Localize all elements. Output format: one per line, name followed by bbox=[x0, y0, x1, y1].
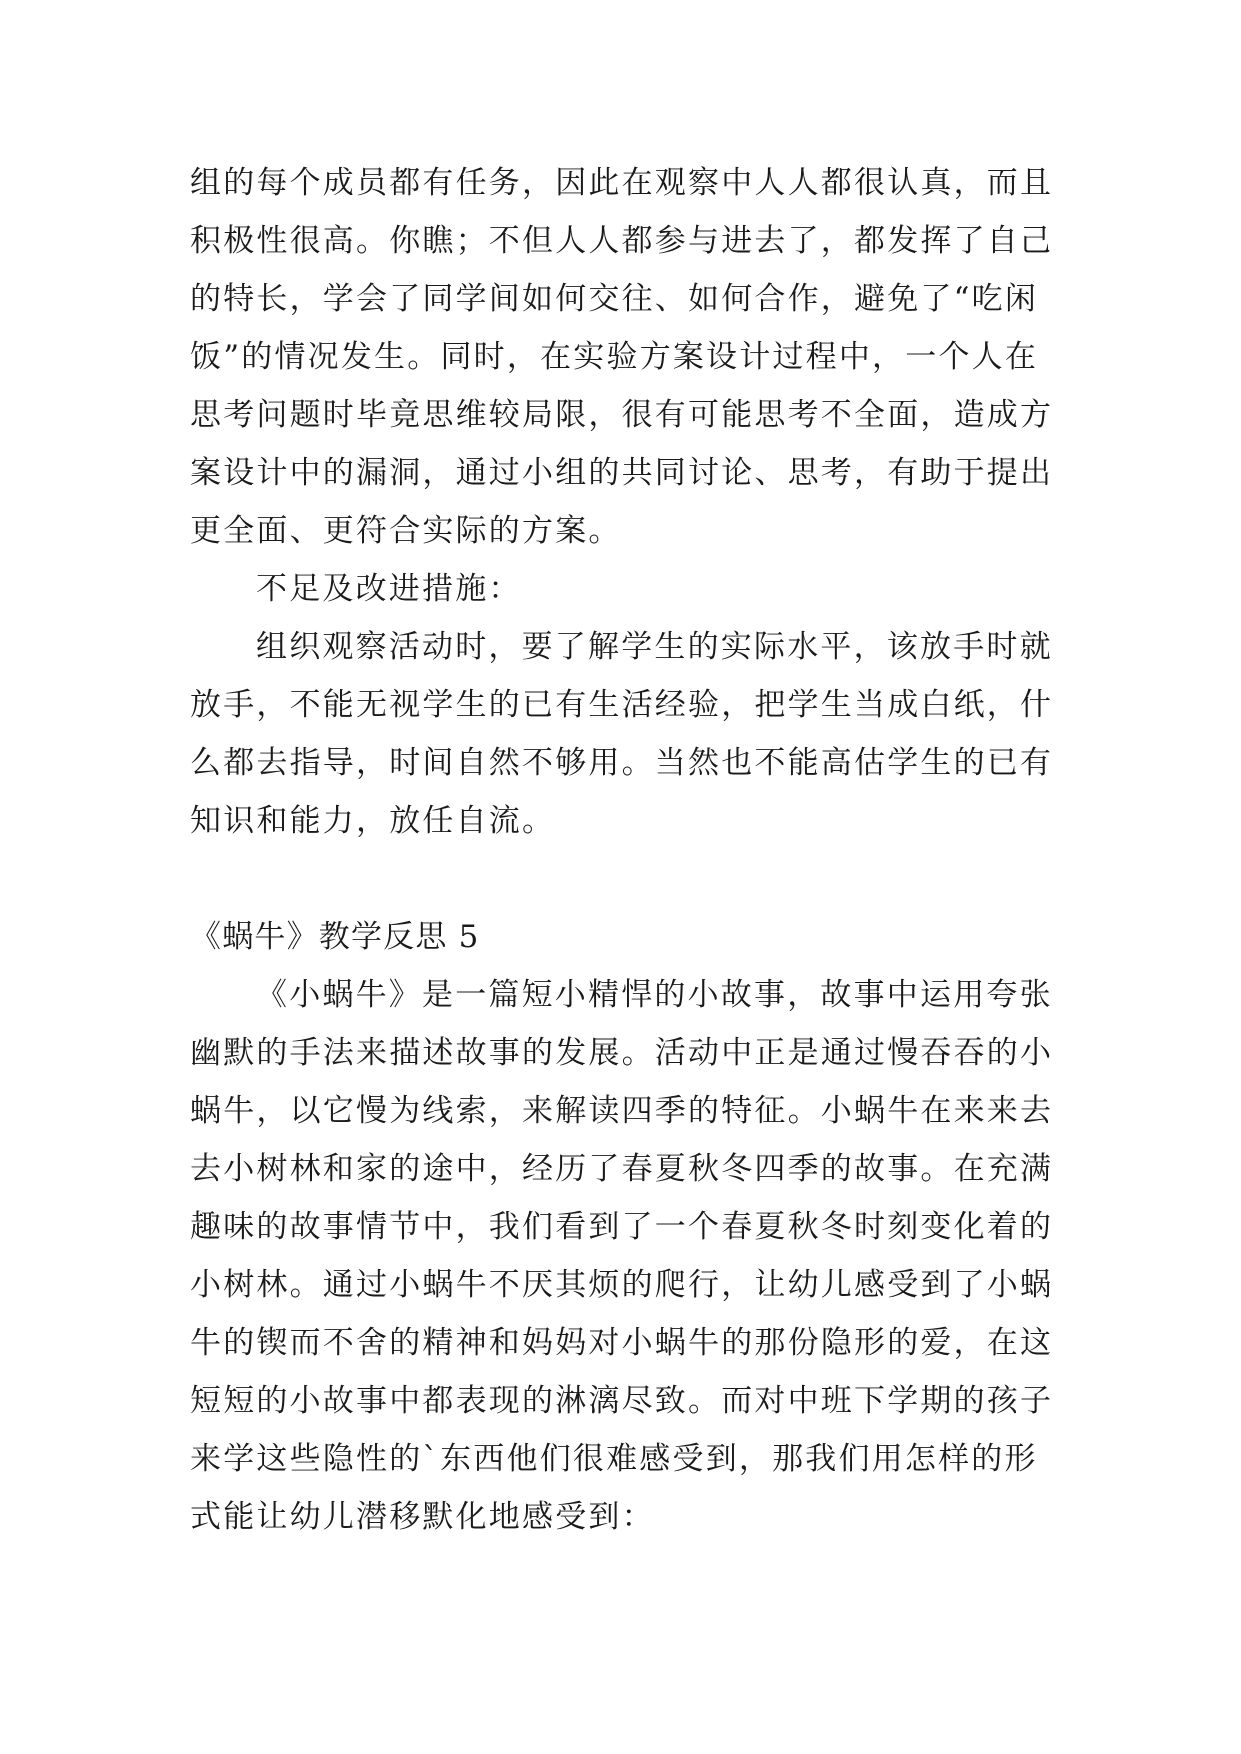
paragraph-line: 放手，不能无视学生的已有生活经验，把学生当成白纸，什 bbox=[190, 687, 1054, 723]
paragraph-line: 幽默的手法来描述故事的发展。活动中正是通过慢吞吞的小 bbox=[190, 1035, 1054, 1071]
paragraph-line: 组的每个成员都有任务，因此在观察中人人都很认真，而且 bbox=[190, 165, 1054, 201]
subheading: 不足及改进措施： bbox=[256, 571, 522, 607]
paragraph-line: 蜗牛，以它慢为线索，来解读四季的特征。小蜗牛在来来去 bbox=[190, 1093, 1054, 1129]
paragraph-line: 饭”的情况发生。同时，在实验方案设计过程中，一个人在 bbox=[190, 339, 1039, 375]
paragraph-line: 小树林。通过小蜗牛不厌其烦的爬行，让幼儿感受到了小蜗 bbox=[190, 1267, 1054, 1303]
paragraph-line: 来学这些隐性的`东西他们很难感受到，那我们用怎样的形 bbox=[190, 1441, 1038, 1477]
paragraph-line: 趣味的故事情节中，我们看到了一个春夏秋冬时刻变化着的 bbox=[190, 1209, 1054, 1245]
paragraph-line: 去小树林和家的途中，经历了春夏秋冬四季的故事。在充满 bbox=[190, 1151, 1054, 1187]
paragraph-line: 么都去指导，时间自然不够用。当然也不能高估学生的已有 bbox=[190, 745, 1054, 781]
paragraph-line: 思考问题时毕竟思维较局限，很有可能思考不全面，造成方 bbox=[190, 397, 1054, 433]
paragraph-line: 更全面、更符合实际的方案。 bbox=[190, 513, 622, 549]
paragraph-line: 案设计中的漏洞，通过小组的共同讨论、思考，有助于提出 bbox=[190, 455, 1054, 491]
paragraph-line: 短短的小故事中都表现的淋漓尽致。而对中班下学期的孩子 bbox=[190, 1383, 1054, 1419]
paragraph-line: 牛的锲而不舍的精神和妈妈对小蜗牛的那份隐形的爱，在这 bbox=[190, 1325, 1054, 1361]
paragraph-line: 知识和能力，放任自流。 bbox=[190, 803, 556, 839]
paragraph-line: 积极性很高。你瞧；不但人人都参与进去了，都发挥了自己 bbox=[190, 223, 1054, 259]
paragraph-line: 的特长，学会了同学间如何交往、如何合作，避免了“吃闲 bbox=[190, 281, 1039, 317]
paragraph-line: 式能让幼儿潜移默化地感受到： bbox=[190, 1499, 655, 1535]
section-heading: 《蜗牛》教学反思 5 bbox=[190, 919, 480, 955]
paragraph-line: 《小蜗牛》是一篇短小精悍的小故事，故事中运用夸张 bbox=[256, 977, 1053, 1013]
paragraph-line: 组织观察活动时，要了解学生的实际水平，该放手时就 bbox=[256, 629, 1053, 665]
